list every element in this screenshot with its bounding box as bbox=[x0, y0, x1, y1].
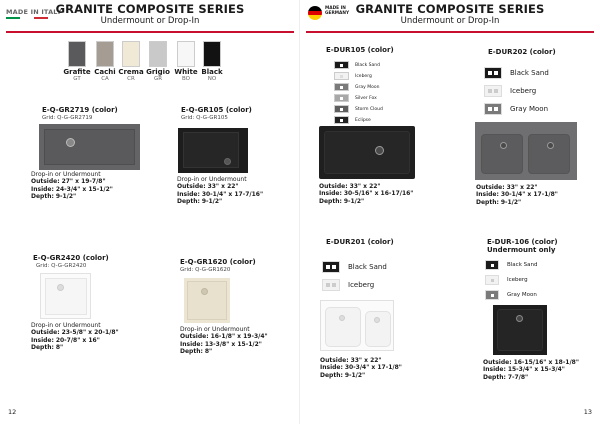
color-name: Silver Fox bbox=[355, 95, 377, 101]
spec-type: Drop-in or Undermount bbox=[180, 326, 250, 333]
italy-flag-stripe bbox=[6, 17, 48, 19]
spec-inside: 13-3/8" x 15-1/2" bbox=[204, 340, 262, 348]
badge-line: GERMANY bbox=[325, 11, 350, 16]
spec-label: Depth: bbox=[320, 371, 343, 379]
product-specs bbox=[476, 184, 558, 206]
swatch-code: CR bbox=[127, 76, 135, 82]
spec-outside: 33" x 22" bbox=[207, 183, 239, 191]
spec-label: Outside: bbox=[319, 183, 348, 190]
spec-label: Outside: bbox=[320, 357, 349, 364]
spec-outside: 16-1/8" x 19-3/4" bbox=[210, 333, 268, 341]
page-title: GRANITE COMPOSITE SERIES bbox=[355, 2, 545, 16]
spec-inside: 30-3/4" x 17-1/8" bbox=[344, 364, 402, 372]
sink-image-gr1620 bbox=[184, 278, 230, 323]
product-specs bbox=[31, 171, 113, 201]
spec-label: Inside: bbox=[31, 185, 54, 193]
spec-label: Depth: bbox=[319, 197, 342, 205]
product-model: E-Q-GR1620 (color) bbox=[180, 258, 256, 266]
product-specs bbox=[31, 322, 119, 352]
swatch-black bbox=[203, 41, 221, 67]
page-subtitle: Undermount or Drop-In bbox=[100, 16, 200, 26]
spec-outside: 27" x 19-7/8" bbox=[61, 178, 106, 186]
spec-label: Depth: bbox=[180, 348, 203, 356]
swatch-label: Black bbox=[201, 68, 223, 76]
color-name: Iceberg bbox=[510, 87, 537, 95]
swatch-white bbox=[177, 41, 195, 67]
spec-label: Inside: bbox=[177, 190, 200, 198]
sink-image-dur106 bbox=[493, 305, 547, 355]
swatch-label: White bbox=[174, 68, 198, 76]
spec-outside: 33" x 22" bbox=[506, 184, 538, 191]
swatch-label: Cachi bbox=[94, 68, 116, 76]
swatch-code: GT bbox=[73, 76, 81, 82]
product-model: E-DUR202 (color) bbox=[488, 48, 556, 56]
swatch-label: Grafite bbox=[63, 68, 91, 76]
spec-label: Inside: bbox=[483, 366, 506, 374]
product-model: E-Q-GR2719 (color) bbox=[42, 106, 118, 114]
spec-label: Depth: bbox=[31, 344, 54, 352]
catalog-page-right bbox=[300, 0, 600, 424]
spec-inside: 15-3/4" x 15-3/4" bbox=[507, 366, 565, 374]
product-model: E-DUR201 (color) bbox=[326, 238, 394, 246]
color-name: Gray Moon bbox=[507, 292, 537, 298]
spec-outside: 16-15/16" x 18-1/8" bbox=[513, 359, 579, 366]
spec-label: Depth: bbox=[483, 373, 506, 381]
product-note: Undermount only bbox=[487, 246, 556, 254]
color-name: Black Sand bbox=[510, 69, 549, 77]
sink-image-gr2719 bbox=[39, 124, 140, 170]
product-specs bbox=[483, 359, 579, 381]
spec-label: Inside: bbox=[476, 191, 499, 199]
spec-depth: 7-7/8" bbox=[507, 373, 529, 381]
header-divider bbox=[6, 31, 294, 33]
spec-depth: 9-1/2" bbox=[500, 198, 522, 206]
page-subtitle: Undermount or Drop-In bbox=[400, 16, 500, 26]
swatch-crema bbox=[122, 41, 140, 67]
sink-image-gr2420 bbox=[40, 273, 91, 319]
color-name: Eclipse bbox=[355, 117, 371, 123]
swatch-cachi bbox=[96, 41, 114, 67]
spec-depth: 8" bbox=[204, 348, 213, 356]
spec-depth: 9-1/2" bbox=[343, 197, 365, 205]
color-name: Iceberg bbox=[348, 281, 375, 289]
product-model: E-Q-GR105 (color) bbox=[181, 106, 252, 114]
color-name: Storm Cloud bbox=[355, 106, 383, 112]
spec-type: Drop-in or Undermount bbox=[177, 176, 247, 183]
swatch-grafite bbox=[68, 41, 86, 67]
product-specs bbox=[177, 176, 263, 206]
spec-label: Outside: bbox=[483, 359, 512, 366]
spec-label: Depth: bbox=[31, 193, 54, 201]
product-grid-code: Grid: Q-G-GR2719 bbox=[42, 115, 93, 121]
swatch-code: NO bbox=[207, 76, 217, 82]
color-name: Iceberg bbox=[355, 73, 372, 79]
spec-outside: 33" x 22" bbox=[350, 357, 382, 364]
product-model: E-Q-GR2420 (color) bbox=[33, 254, 109, 262]
spec-inside: 24-3/4" x 15-1/2" bbox=[55, 185, 113, 193]
swatch-code: BO bbox=[181, 76, 190, 82]
made-in-italy-badge: MADE IN ITALY bbox=[6, 8, 62, 16]
spec-inside: 30-1/4" x 17-1/8" bbox=[500, 191, 558, 199]
spec-label: Inside: bbox=[31, 336, 54, 344]
spec-depth: 9-1/2" bbox=[55, 193, 77, 201]
swatch-label: Crema bbox=[118, 68, 144, 76]
sink-image-dur201 bbox=[320, 300, 394, 351]
spec-depth: 9-1/2" bbox=[344, 371, 366, 379]
color-name: Black Sand bbox=[348, 263, 387, 271]
swatch-grigio bbox=[149, 41, 167, 67]
swatch-label: Grigio bbox=[146, 68, 170, 76]
spec-type: Drop-in or Undermount bbox=[31, 171, 101, 178]
color-name: Black Sand bbox=[507, 262, 538, 268]
sink-image-dur105 bbox=[319, 126, 415, 179]
spec-label: Inside: bbox=[320, 364, 343, 372]
spec-label: Inside: bbox=[319, 190, 342, 198]
spec-label: Outside: bbox=[31, 329, 60, 337]
sink-image-dur202 bbox=[475, 122, 577, 180]
product-model: E-DUR105 (color) bbox=[326, 46, 394, 54]
swatch-code: CA bbox=[101, 76, 109, 82]
page-title: GRANITE COMPOSITE SERIES bbox=[55, 2, 245, 16]
color-name: Gray Moon bbox=[355, 84, 380, 90]
spec-label: Outside: bbox=[31, 178, 60, 186]
spec-label: Outside: bbox=[177, 183, 206, 191]
spec-label: Inside: bbox=[180, 340, 203, 348]
badge-line: MADE IN bbox=[325, 6, 346, 11]
page-number: 13 bbox=[583, 408, 592, 416]
spec-type: Drop-in or Undermount bbox=[31, 322, 101, 329]
color-name: Iceberg bbox=[507, 277, 528, 283]
spec-inside: 20-7/8" x 16" bbox=[55, 336, 100, 344]
product-grid-code: Grid: Q-G-GR1620 bbox=[180, 267, 231, 273]
spec-label: Outside: bbox=[476, 184, 505, 191]
spec-inside: 30-5/16" x 16-17/16" bbox=[343, 190, 414, 198]
spec-depth: 9-1/2" bbox=[201, 198, 223, 206]
spec-label: Depth: bbox=[177, 198, 200, 206]
product-grid-code: Grid: Q-G-GR2420 bbox=[36, 263, 87, 269]
spec-outside: 23-5/8" x 20-1/8" bbox=[61, 329, 119, 337]
swatch-code: GR bbox=[153, 76, 163, 82]
spec-label: Outside: bbox=[180, 333, 209, 341]
color-name: Black Sand bbox=[355, 62, 380, 68]
header-divider bbox=[306, 31, 594, 33]
product-grid-code: Grid: Q-G-GR105 bbox=[181, 115, 228, 121]
product-specs bbox=[320, 357, 402, 379]
germany-flag-icon bbox=[308, 6, 322, 20]
page-number: 12 bbox=[8, 408, 17, 416]
spec-outside: 33" x 22" bbox=[349, 183, 381, 190]
spec-depth: 8" bbox=[55, 344, 64, 352]
spec-inside: 30-1/4" x 17-7/16" bbox=[201, 190, 264, 198]
spec-label: Depth: bbox=[476, 198, 499, 206]
made-in-germany-badge bbox=[325, 6, 349, 16]
product-specs bbox=[180, 326, 268, 356]
product-specs bbox=[319, 183, 413, 205]
product-model: E-DUR-106 (color) bbox=[487, 238, 558, 246]
color-name: Gray Moon bbox=[510, 105, 549, 113]
sink-image-gr105 bbox=[178, 128, 248, 173]
